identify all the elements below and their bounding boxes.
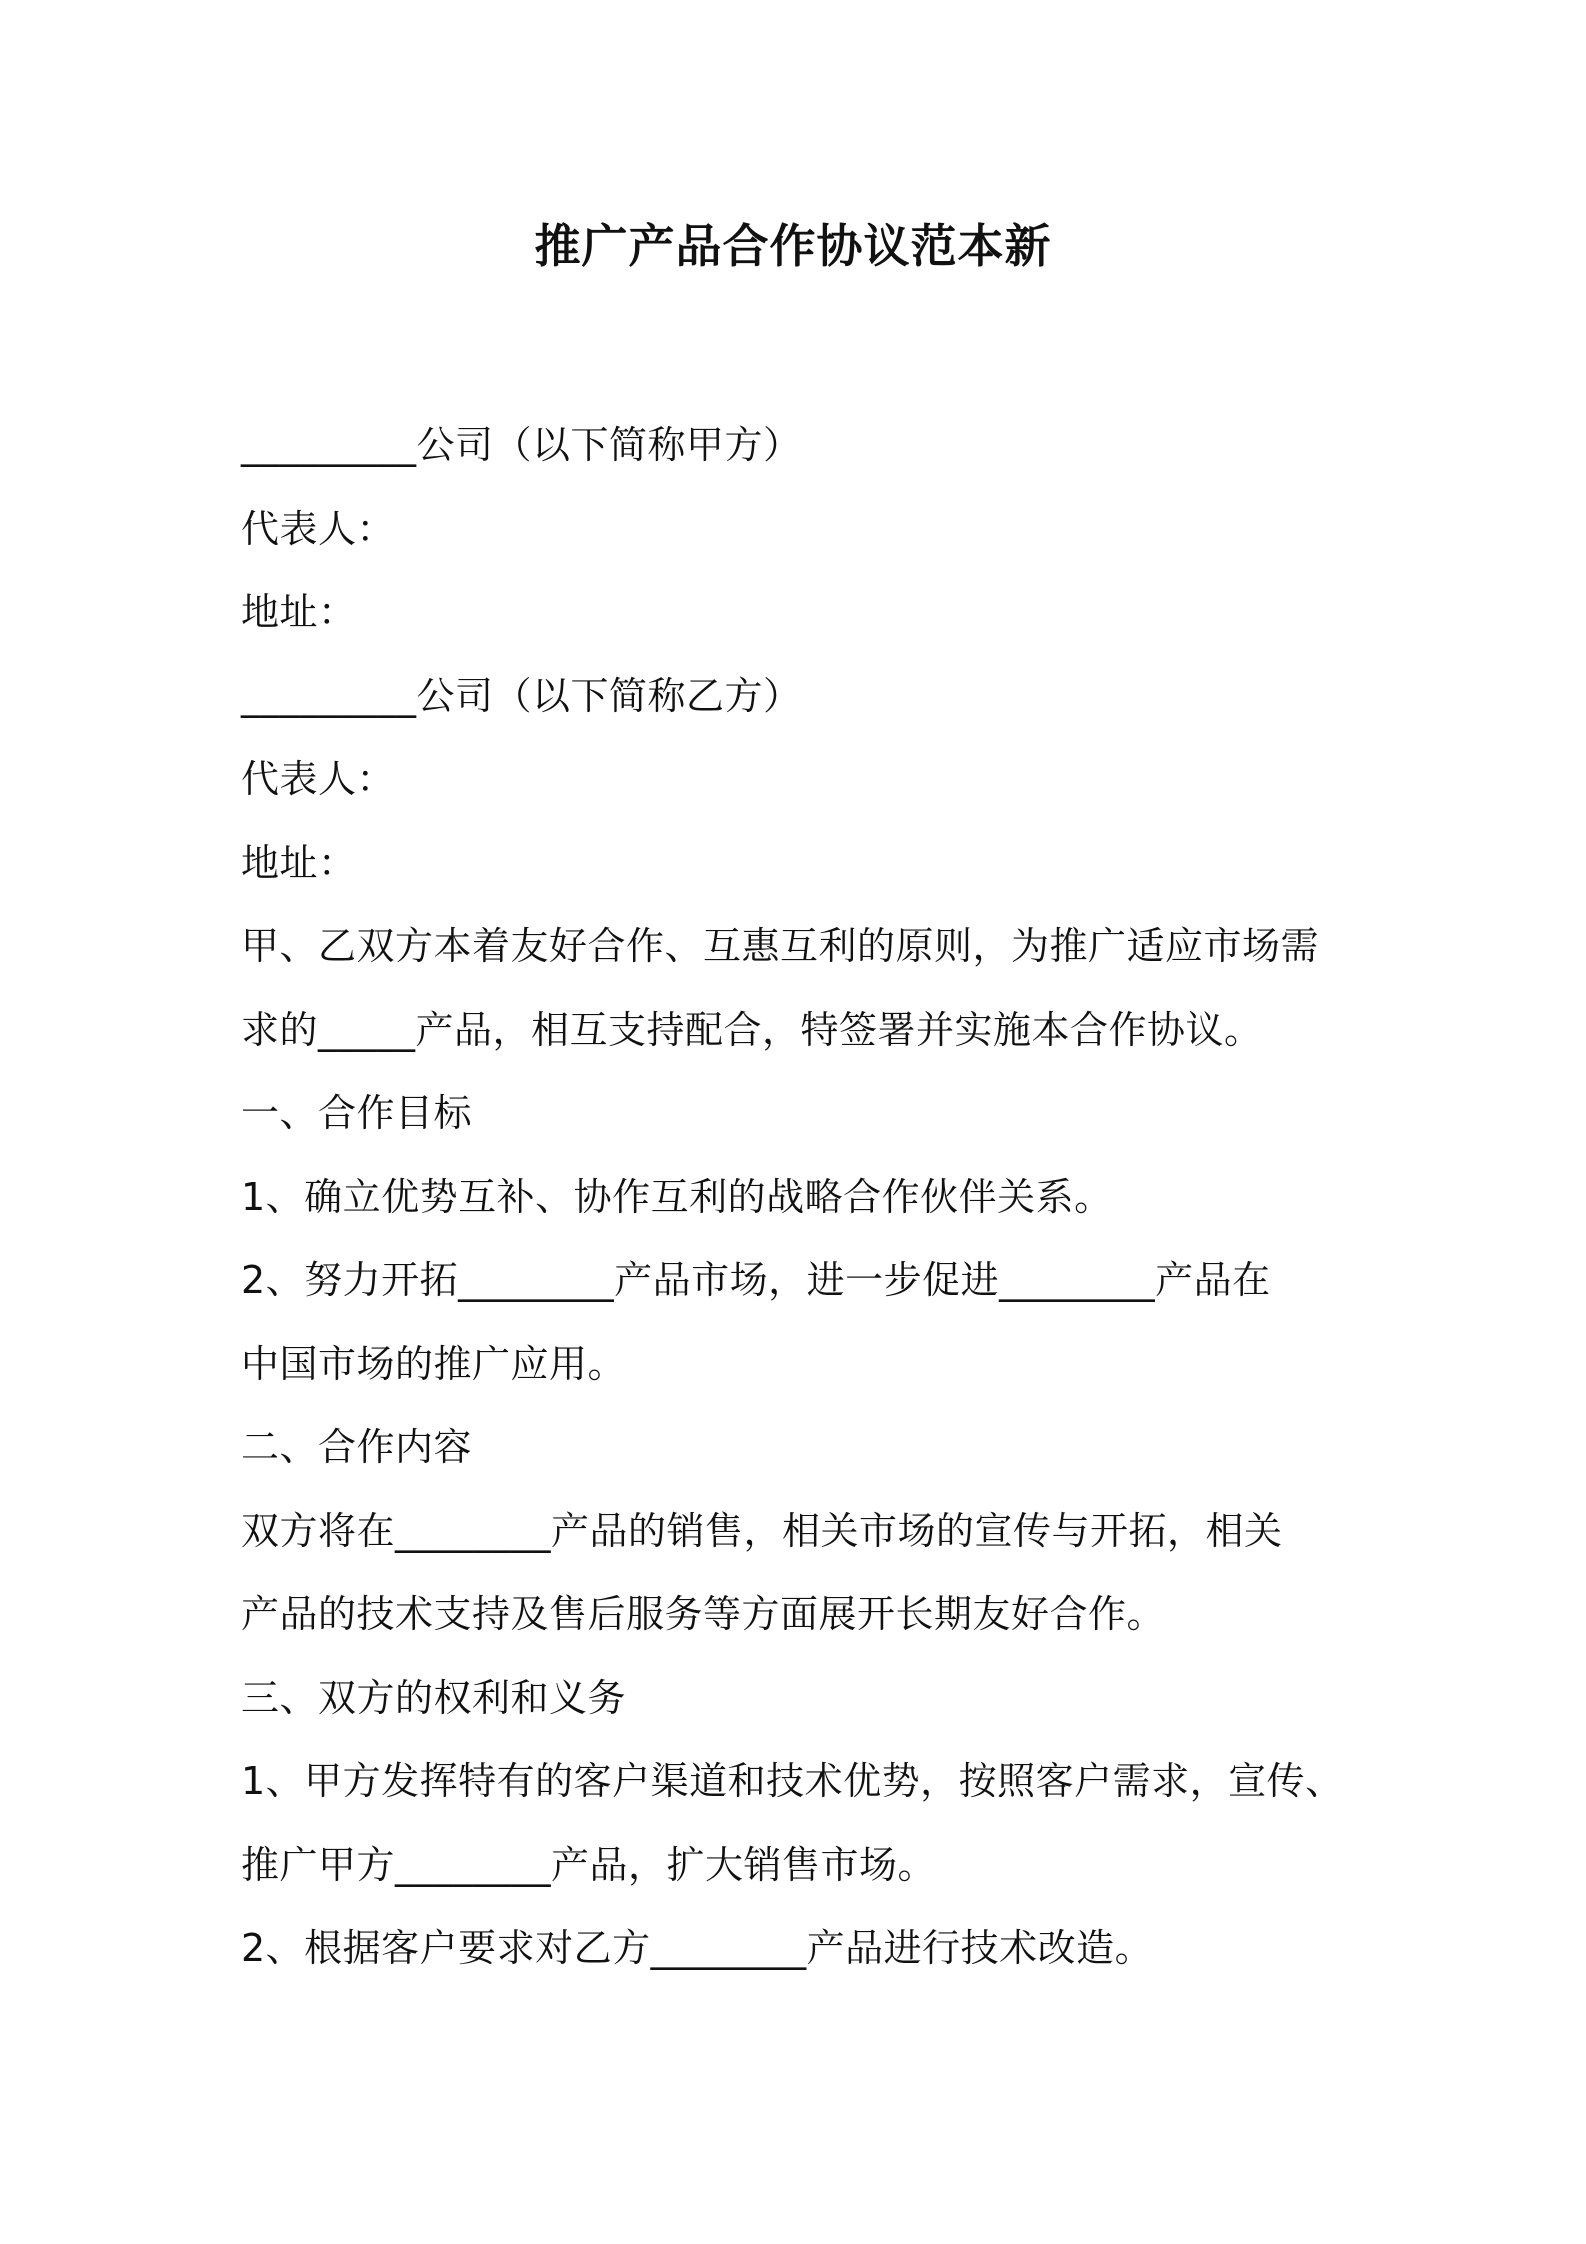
goal-item-1: 1、确立优势互补、协作互利的战略合作伙伴关系。 bbox=[241, 1174, 1113, 1219]
preamble-line-2: 求的_____产品，相互支持配合，特签署并实施本合作协议。 bbox=[241, 1007, 1263, 1052]
rights-item-1-line-2: 推广甲方________产品，扩大销售市场。 bbox=[241, 1842, 937, 1887]
section-heading-cooperation-goals: 一、合作目标 bbox=[241, 1091, 473, 1135]
preamble-line-1: 甲、乙双方本着友好合作、互惠互利的原则，为推广适应市场需 bbox=[241, 924, 1320, 968]
party-a-address-line: 地址： bbox=[241, 590, 357, 634]
party-b-representative-line: 代表人： bbox=[241, 757, 396, 801]
section-heading-cooperation-content: 二、合作内容 bbox=[241, 1425, 473, 1469]
party-b-company-line: _________公司（以下简称乙方） bbox=[241, 673, 802, 718]
content-paragraph-line-2: 产品的技术支持及售后服务等方面展开长期友好合作。 bbox=[241, 1592, 1166, 1636]
document-body bbox=[241, 404, 1371, 1991]
section-heading-rights-obligations: 三、双方的权利和义务 bbox=[241, 1675, 627, 1720]
content-paragraph-line-1: 双方将在________产品的销售，相关市场的宣传与开拓，相关 bbox=[241, 1508, 1283, 1553]
goal-item-2-line-1: 2、努力开拓________产品市场，进一步促进________产品在 bbox=[241, 1258, 1271, 1302]
rights-item-2: 2、根据客户要求对乙方________产品进行技术改造。 bbox=[241, 1926, 1154, 1970]
document-title: 推广产品合作协议范本新 bbox=[534, 219, 1052, 273]
party-a-company-line: _________公司（以下简称甲方） bbox=[241, 423, 802, 467]
rights-item-1-line-1: 1、甲方发挥特有的客户渠道和技术优势，按照客户需求，宣传、 bbox=[241, 1759, 1344, 1803]
party-a-representative-line: 代表人： bbox=[241, 506, 396, 551]
party-b-address-line: 地址： bbox=[241, 840, 357, 885]
goal-item-2-line-2: 中国市场的推广应用。 bbox=[241, 1341, 627, 1386]
